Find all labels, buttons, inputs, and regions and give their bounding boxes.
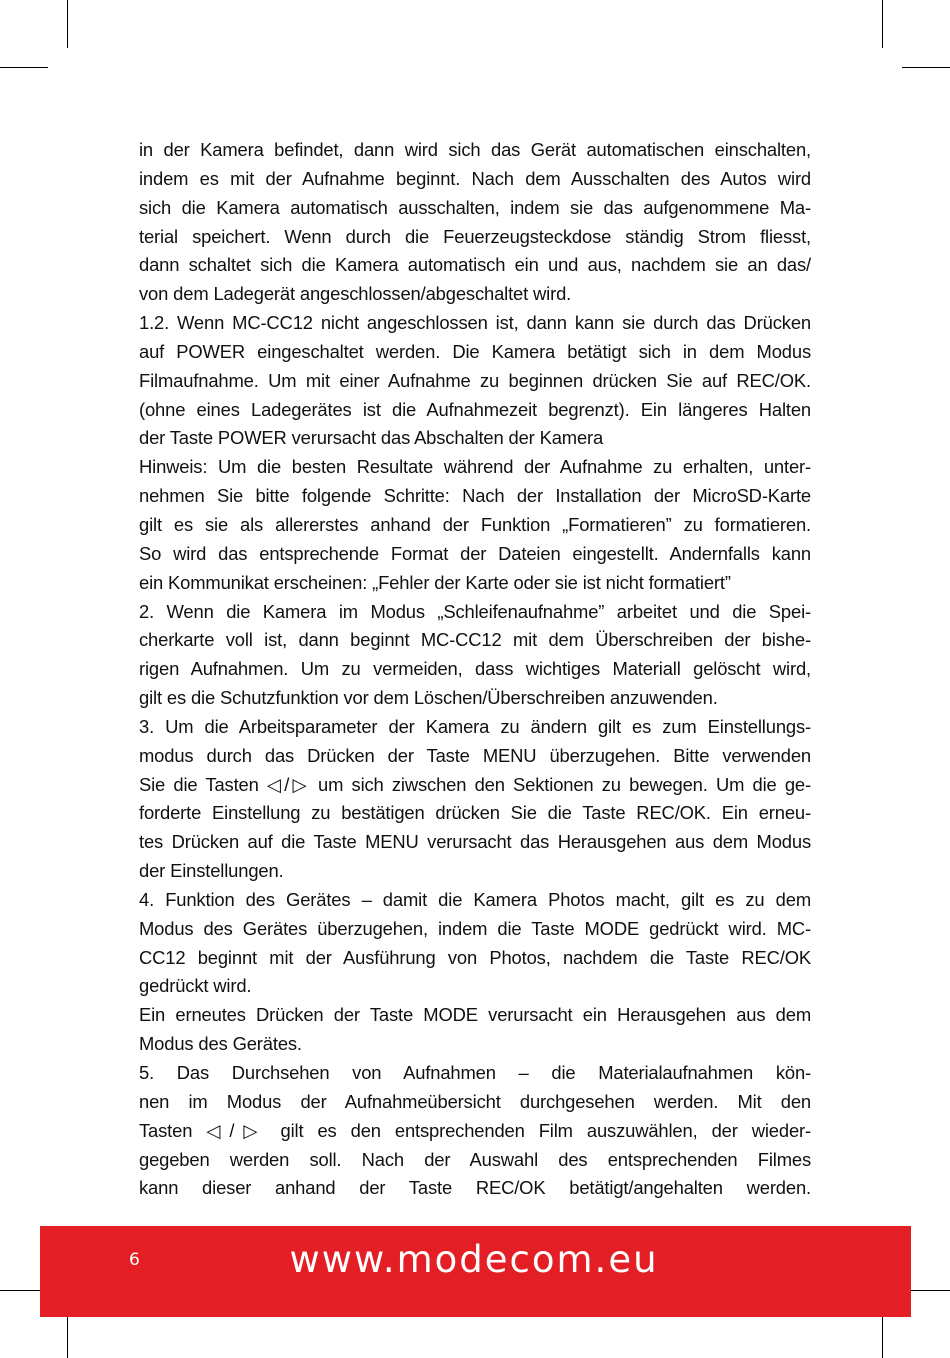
text-line: auf POWER eingeschaltet werden. Die Kamera betätigt sich in dem Modus bbox=[139, 340, 811, 362]
text-line: 2. Wenn die Kamera im Modus „Schleifenaufnahme” arbeitet und die Spei- bbox=[139, 600, 811, 622]
text-line: gilt es die Schutzfunktion vor dem Löschen/Überschreiben anzuwenden. bbox=[139, 687, 718, 709]
text-line: Ein erneutes Drücken der Taste MODE verursacht ein Herausgehen aus dem bbox=[139, 1004, 811, 1026]
text-line: modus durch das Drücken der Taste MENU überzugehen. Bitte verwenden bbox=[139, 744, 811, 766]
text-line: kann dieser anhand der Taste REC/OK betätigt/angehalten werden. bbox=[139, 1177, 811, 1199]
text-line: gegeben werden soll. Nach der Auswahl des entsprechenden Filmes bbox=[139, 1148, 811, 1170]
text-line: Filmaufnahme. Um mit einer Aufnahme zu beginnen drücken Sie auf REC/OK. bbox=[139, 369, 811, 391]
text-line: tes Drücken auf die Taste MENU verursacht das Herausgehen aus dem Modus bbox=[139, 831, 811, 853]
crop-mark-top-left-horizontal bbox=[0, 67, 48, 68]
text-line: CC12 beginnt mit der Ausführung von Photos, nachdem die Taste REC/OK bbox=[139, 946, 811, 968]
text-line: gedrückt wird. bbox=[139, 975, 252, 997]
text-line: terial speichert. Wenn durch die Feuerzeugsteckdose ständig Strom fliesst, bbox=[139, 225, 811, 247]
body-text bbox=[139, 136, 811, 1203]
text-line: sich die Kamera automatisch ausschalten, indem sie das aufgenommene Ma- bbox=[139, 196, 811, 218]
text-line: der Taste POWER verursacht das Abschalten der Kamera bbox=[139, 427, 604, 449]
text-line: in der Kamera befindet, dann wird sich das Gerät automatischen einschalten, bbox=[139, 139, 811, 160]
text-line: von dem Ladegerät angeschlossen/abgeschaltet wird. bbox=[139, 283, 572, 305]
text-line: ein Kommunikat erscheinen: „Fehler der Karte oder sie ist nicht formatiert” bbox=[139, 571, 731, 593]
page-number: 6 bbox=[129, 1250, 140, 1270]
crop-mark-top-left-vertical bbox=[67, 0, 68, 48]
text-line: Sie die Tasten ◁/▷ um sich ziwschen den Sektionen zu bewegen. Um die ge- bbox=[139, 773, 811, 795]
crop-mark-bottom-right-vertical bbox=[882, 1310, 883, 1358]
text-line: 5. Das Durchsehen von Aufnahmen – die Materialaufnahmen kön- bbox=[139, 1062, 811, 1083]
text-line: forderte Einstellung zu bestätigen drücken Sie die Taste REC/OK. Ein erneu- bbox=[139, 802, 811, 824]
text-line: 4. Funktion des Gerätes – damit die Kamera Photos macht, gilt es zu dem bbox=[139, 888, 811, 910]
text-line: Modus des Gerätes. bbox=[139, 1033, 302, 1055]
text-line: der Einstellungen. bbox=[139, 860, 284, 882]
text-line: dann schaltet sich die Kamera automatisch ein und aus, nachdem sie an das/ bbox=[139, 254, 811, 276]
text-line: rigen Aufnahmen. Um zu vermeiden, dass wichtiges Materiall gelöscht wird, bbox=[139, 658, 811, 680]
text-line: So wird das entsprechende Format der Dateien eingestellt. Andernfalls kann bbox=[139, 542, 811, 564]
text-line: indem es mit der Aufnahme beginnt. Nach dem Ausschalten des Autos wird bbox=[139, 167, 811, 189]
text-line: nehmen Sie bitte folgende Schritte: Nach der Installation der MicroSD-Karte bbox=[139, 485, 811, 507]
text-line: cherkarte voll ist, dann beginnt MC-CC12 mit dem Überschreiben der bishe- bbox=[139, 629, 811, 651]
crop-mark-top-right-vertical bbox=[882, 0, 883, 48]
text-line: nen im Modus der Aufnahmeübersicht durchgesehen werden. Mit den bbox=[139, 1090, 811, 1112]
text-line: gilt es sie als allererstes anhand der Funktion „Formatieren” zu formatieren. bbox=[139, 513, 811, 535]
text-line: Modus des Gerätes überzugehen, indem die Taste MODE gedrückt wird. MC- bbox=[139, 917, 811, 939]
website-link[interactable]: www.modecom.eu bbox=[289, 1238, 659, 1281]
crop-mark-bottom-left-vertical bbox=[67, 1310, 68, 1358]
text-line: (ohne eines Ladegerätes ist die Aufnahmezeit begrenzt). Ein längeres Halten bbox=[139, 398, 811, 420]
text-line: Hinweis: Um die besten Resultate während der Aufnahme zu erhalten, unter- bbox=[139, 456, 811, 478]
crop-mark-top-right-horizontal bbox=[902, 67, 950, 68]
text-line: 1.2. Wenn MC-CC12 nicht angeschlossen ist, dann kann sie durch das Drücken bbox=[139, 312, 811, 334]
text-line: 3. Um die Arbeitsparameter der Kamera zu ändern gilt es zum Einstellungs- bbox=[139, 715, 811, 737]
text-line: Tasten ◁/▷ gilt es den entsprechenden Film auszuwählen, der wieder- bbox=[139, 1119, 811, 1141]
